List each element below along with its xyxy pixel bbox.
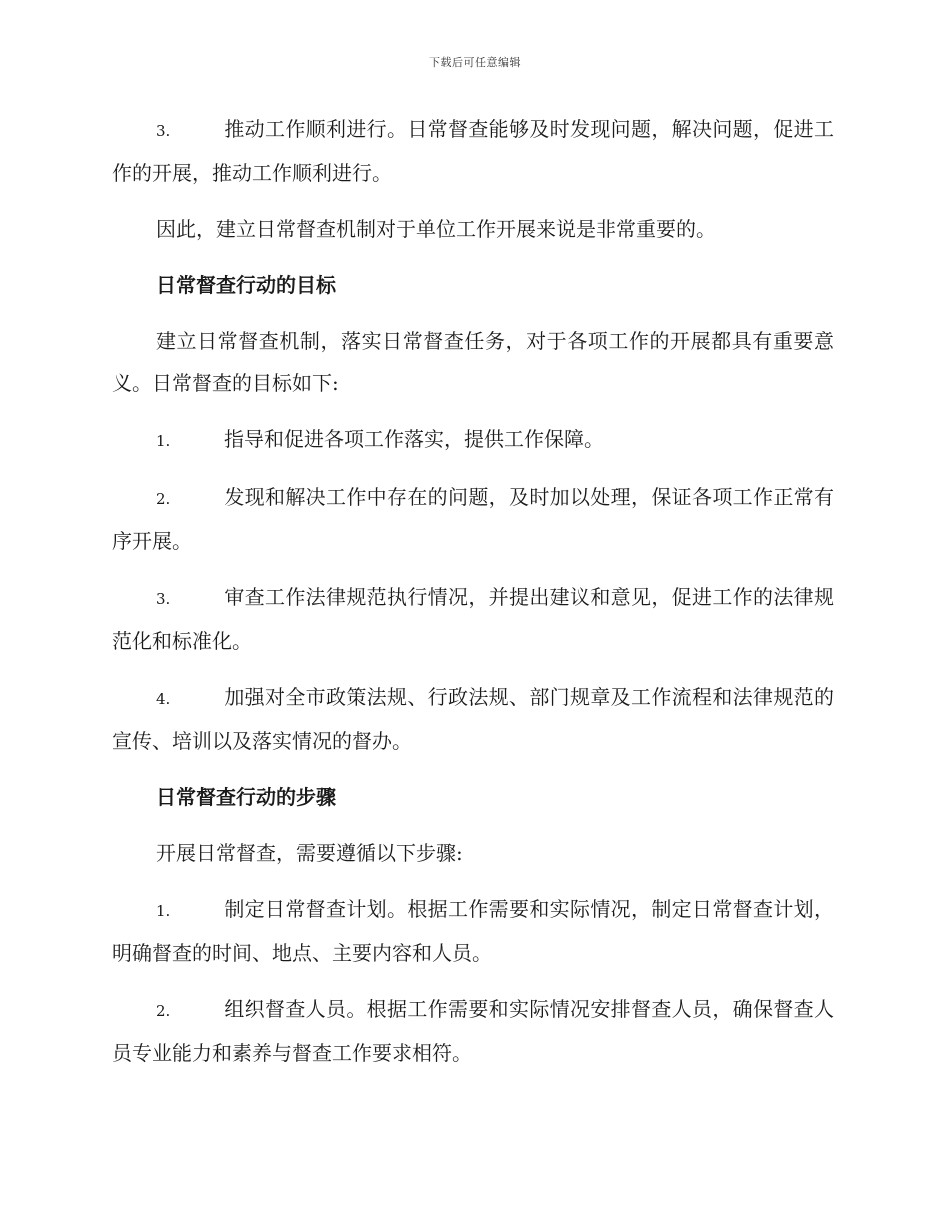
list-number: 1. (156, 432, 171, 450)
paragraph: 建立日常督查机制，落实日常督查任务，对于各项工作的开展都具有重要意义。日常督查的目标如下: (112, 329, 834, 395)
section-heading: 日常督查行动的步骤 (156, 785, 336, 809)
document-body (112, 108, 834, 1088)
list-number: 1. (156, 902, 171, 920)
list-text: 推动工作顺利进行。日常督查能够及时发现问题，解决问题，促进工作的开展，推动工作顺利进行。 (112, 117, 834, 185)
list-item (112, 988, 834, 1074)
list-text: 加强对全市政策法规、行政法规、部门规章及工作流程和法律规范的宣传、培训以及落实情况的督办。 (112, 685, 834, 753)
list-text: 发现和解决工作中存在的问题，及时加以处理，保证各项工作正常有序开展。 (112, 485, 834, 553)
list-number: 4. (156, 690, 171, 708)
section-heading: 日常督查行动的目标 (156, 273, 336, 297)
list-item (112, 476, 834, 562)
list-item (112, 676, 834, 762)
list-number: 3. (156, 590, 171, 608)
list-item (112, 108, 834, 194)
list-number: 2. (156, 1002, 171, 1020)
list-item (112, 418, 834, 462)
paragraph: 开展日常督查，需要遵循以下步骤: (156, 841, 463, 865)
list-item (112, 576, 834, 662)
page-header: 下载后可任意编辑 (429, 56, 521, 69)
list-text: 指导和促进各项工作落实，提供工作保障。 (224, 427, 604, 451)
list-number: 2. (156, 490, 171, 508)
paragraph: 因此，建立日常督查机制对于单位工作开展来说是非常重要的。 (156, 217, 716, 241)
list-text: 审查工作法律规范执行情况，并提出建议和意见，促进工作的法律规范化和标准化。 (112, 585, 834, 653)
list-text: 组织督查人员。根据工作需要和实际情况安排督查人员，确保督查人员专业能力和素养与督查工作要求相符。 (112, 997, 834, 1065)
list-text: 制定日常督查计划。根据工作需要和实际情况，制定日常督查计划，明确督查的时间、地点、主要内容和人员。 (112, 897, 834, 965)
list-item (112, 888, 834, 974)
list-number: 3. (156, 122, 171, 140)
